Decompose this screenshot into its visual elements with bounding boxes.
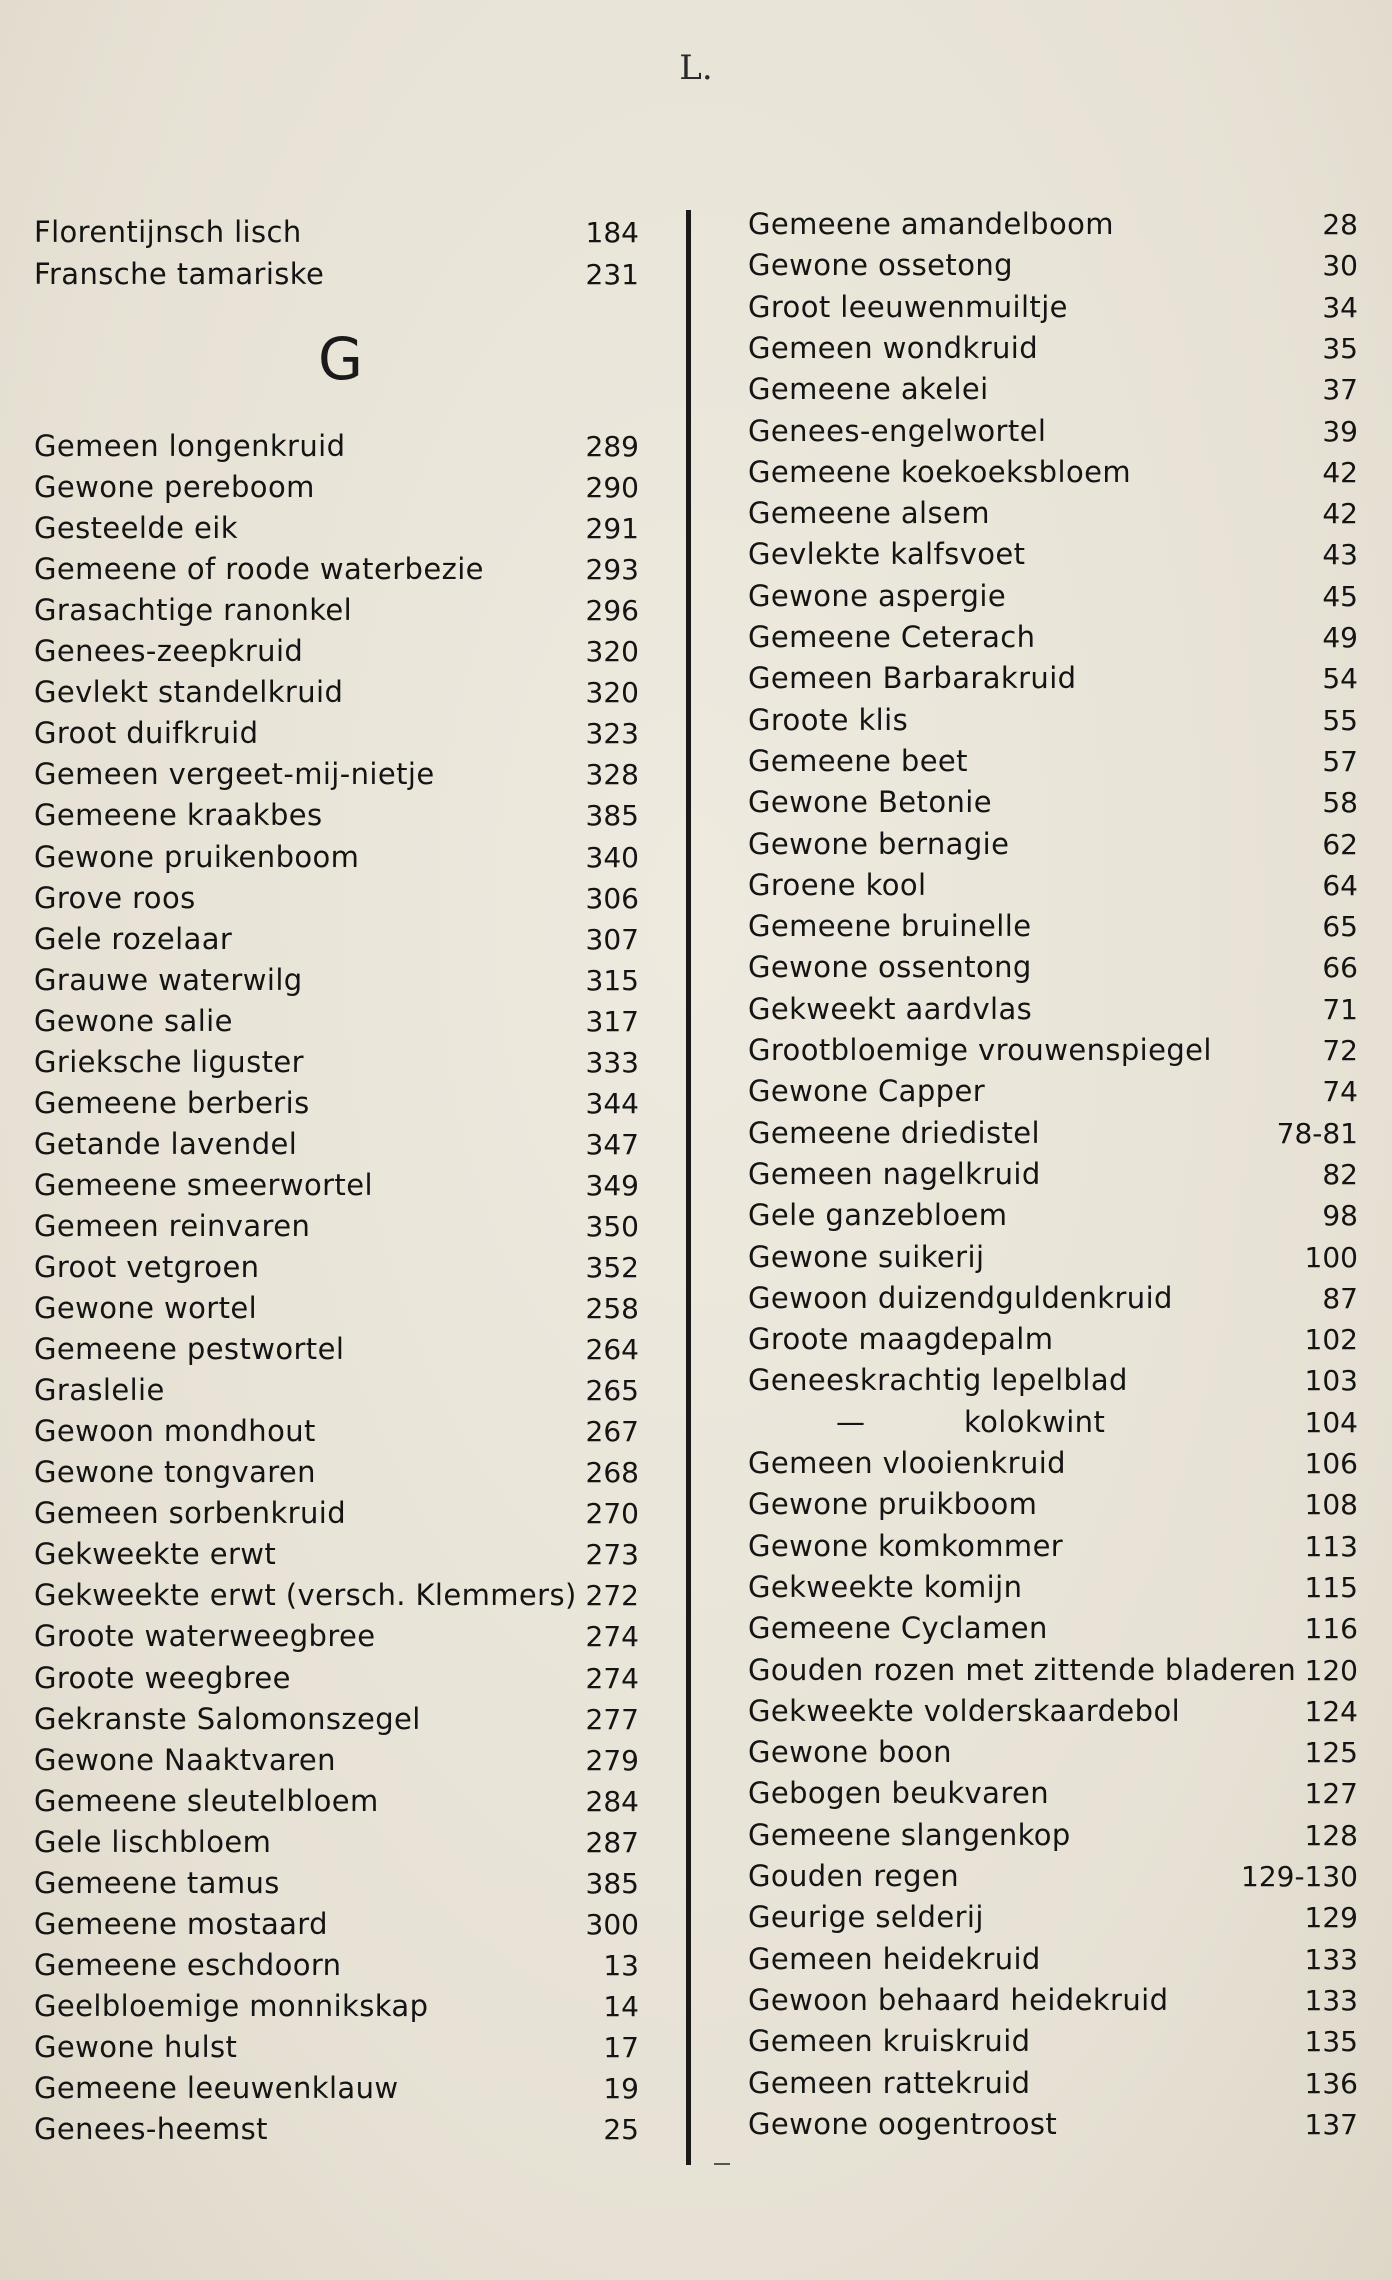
- entry-page-number: 328: [585, 758, 639, 792]
- entry-name: Gewone komkommer: [748, 1528, 1064, 1563]
- index-entry: [34, 2027, 639, 2067]
- entry-name: Gemeene pestwortel: [34, 1332, 345, 1367]
- entry-page-number: 87: [1322, 1281, 1358, 1315]
- index-entry: [34, 1658, 639, 1698]
- index-entry: [34, 754, 639, 794]
- entry-name: Gouden rozen met zittende bladeren: [748, 1652, 1297, 1687]
- entry-name: Geelbloemige monnikskap: [34, 1988, 429, 2023]
- entry-name: Gemeen longenkruid: [34, 429, 346, 463]
- index-entry: [748, 1650, 1358, 1690]
- index-entry: [34, 426, 639, 466]
- entry-name: Gemeene mostaard: [34, 1906, 328, 1941]
- entry-page-number: 102: [1304, 1323, 1358, 1357]
- index-entry: [748, 1113, 1358, 1153]
- entry-page-number: 82: [1322, 1157, 1358, 1191]
- index-entry: [34, 1452, 639, 1492]
- entry-page-number: 323: [585, 717, 639, 751]
- entry-name: Gekweekt aardvlas: [748, 991, 1033, 1026]
- entry-name: Gewone hulst: [34, 2029, 238, 2064]
- entry-name: Gewone bernagie: [748, 826, 1010, 861]
- entry-name: Florentijnsch lisch: [34, 215, 302, 249]
- entry-name: Gemeen Barbarakruid: [748, 661, 1077, 696]
- entry-name: Gemeene beet: [748, 743, 968, 778]
- entry-page-number: 293: [585, 553, 639, 587]
- index-entry: [748, 700, 1358, 740]
- entry-page-number: 108: [1304, 1488, 1358, 1522]
- entry-name: Gemeene tamus: [34, 1865, 280, 1900]
- entry-name: Gevlekte kalfsvoet: [748, 537, 1026, 572]
- entry-page-number: 65: [1322, 910, 1358, 944]
- entry-name: Gele lischbloem: [34, 1824, 272, 1859]
- entry-page-number: 265: [585, 1374, 639, 1408]
- entry-page-number: 55: [1322, 703, 1358, 737]
- entry-name: Groote klis: [748, 702, 909, 737]
- entry-name: Gele ganzebloem: [748, 1198, 1008, 1233]
- entry-page-number: 113: [1304, 1529, 1358, 1563]
- index-entry: [34, 919, 639, 959]
- entry-page-number: 350: [585, 1209, 639, 1243]
- index-entry: [34, 254, 639, 294]
- entry-page-number: 64: [1322, 868, 1358, 902]
- entry-name: Grauwe waterwilg: [34, 962, 303, 997]
- column-divider: [686, 210, 691, 2165]
- index-entry: [748, 369, 1358, 409]
- entry-name: Gekweekte erwt (versch. Klemmers): [34, 1578, 577, 1613]
- index-entry: [34, 837, 639, 877]
- index-entry: [34, 1822, 639, 1862]
- index-entry: [748, 1691, 1358, 1731]
- entry-page-number: 120: [1304, 1653, 1358, 1687]
- entry-page-number: 19: [603, 2072, 639, 2105]
- entry-page-number: 231: [585, 257, 639, 291]
- entry-page-number: 37: [1322, 373, 1358, 407]
- entry-name: Gevlekt standelkruid: [34, 675, 344, 710]
- entry-name: Gemeene sleutelbloem: [34, 1783, 379, 1818]
- index-entry: [34, 1370, 639, 1410]
- index-entry: [34, 1616, 639, 1656]
- entry-page-number: 385: [585, 799, 639, 833]
- entry-name: Gewone suikerij: [748, 1239, 985, 1274]
- entry-page-number: 71: [1322, 992, 1358, 1026]
- index-entry: [748, 2063, 1358, 2103]
- entry-page-number: 279: [585, 1743, 639, 1777]
- entry-page-number: 289: [585, 430, 639, 463]
- entry-name: Gewoon mondhout: [34, 1414, 316, 1449]
- index-entry: [34, 1247, 639, 1287]
- index-entry: [748, 1030, 1358, 1070]
- index-entry: [34, 549, 639, 589]
- index-entry: [748, 1773, 1358, 1813]
- entry-name: Grasachtige ranonkel: [34, 593, 353, 628]
- entry-name: Grootbloemige vrouwenspiegel: [748, 1033, 1212, 1067]
- index-entry: [34, 631, 639, 671]
- entry-name: Gewoon behaard heidekruid: [748, 1982, 1169, 2017]
- entry-page-number: 135: [1304, 2025, 1358, 2059]
- index-entry: [748, 1360, 1358, 1400]
- entry-name: Gemeene Cyclamen: [748, 1611, 1048, 1646]
- index-entry: [34, 467, 639, 507]
- index-entry: [748, 1319, 1358, 1359]
- entry-name: Gekweekte komijn: [748, 1569, 1023, 1604]
- entry-page-number: 284: [585, 1784, 639, 1818]
- divider-tick-mark: [714, 2163, 730, 2165]
- entry-name: Gemeen kruiskruid: [748, 2024, 1031, 2059]
- index-entry: [748, 328, 1358, 368]
- entry-page-number: 115: [1304, 1570, 1358, 1604]
- index-entry: [748, 1608, 1358, 1648]
- ditto-dash: —: [836, 1404, 866, 1439]
- entry-page-number: 270: [585, 1497, 639, 1531]
- index-entry: [748, 452, 1358, 492]
- entry-name: Groot duifkruid: [34, 716, 259, 751]
- entry-page-number: 13: [603, 1948, 639, 1982]
- index-entry: [34, 878, 639, 918]
- entry-name: Gewone Capper: [748, 1074, 986, 1109]
- index-entry: [748, 989, 1358, 1029]
- index-entry: [34, 212, 639, 252]
- index-entry: [34, 1575, 639, 1615]
- entry-page-number: 72: [1322, 1034, 1358, 1067]
- entry-page-number: 57: [1322, 744, 1358, 778]
- entry-name: Groot leeuwenmuiltje: [748, 289, 1068, 324]
- index-entry: [34, 1740, 639, 1780]
- entry-page-number: 307: [585, 922, 639, 956]
- index-entry: [748, 617, 1358, 657]
- index-entry: [34, 1945, 639, 1985]
- entry-page-number: 258: [585, 1292, 639, 1326]
- entry-page-number: 320: [585, 635, 639, 669]
- index-entry: [748, 1237, 1358, 1277]
- entry-page-number: 42: [1322, 455, 1358, 489]
- entry-page-number: 133: [1304, 1983, 1358, 2017]
- entry-page-number: 62: [1322, 827, 1358, 861]
- index-entry: [34, 1863, 639, 1903]
- entry-name: Gemeen sorbenkruid: [34, 1496, 347, 1531]
- index-entry: [748, 947, 1358, 987]
- index-entry: [748, 865, 1358, 905]
- entry-page-number: 290: [585, 471, 639, 505]
- entry-name: Gemeene leeuwenklauw: [34, 2071, 399, 2105]
- entry-name: Gemeene smeerwortel: [34, 1167, 373, 1202]
- index-entry: [748, 1856, 1358, 1896]
- index-entry: [748, 1815, 1358, 1855]
- entry-name: Gewone pruikenboom: [34, 839, 360, 874]
- entry-page-number: 124: [1304, 1694, 1358, 1728]
- entry-name: Gemeene of roode waterbezie: [34, 552, 484, 587]
- index-entry: [34, 1083, 639, 1123]
- entry-name: Graslelie: [34, 1373, 165, 1408]
- entry-name: Gewoon duizendguldenkruid: [748, 1280, 1173, 1315]
- entry-page-number: 184: [585, 216, 639, 249]
- entry-page-number: 125: [1304, 1736, 1358, 1770]
- entry-name: Gemeene Ceterach: [748, 620, 1036, 654]
- entry-page-number: 100: [1304, 1240, 1358, 1274]
- index-entry: [34, 2068, 639, 2108]
- index-entry: [748, 1939, 1358, 1979]
- entry-name: Gesteelde eik: [34, 511, 238, 546]
- section-letter-heading: G: [318, 325, 363, 393]
- entry-page-number: 127: [1304, 1777, 1358, 1811]
- entry-page-number: 78-81: [1276, 1116, 1358, 1150]
- entry-name: Gemeene koekoeksbloem: [748, 454, 1131, 489]
- entry-name: Genees-zeepkruid: [34, 634, 304, 669]
- entry-page-number: 106: [1304, 1447, 1358, 1480]
- index-entry: [34, 1001, 639, 1041]
- index-entry: [748, 1154, 1358, 1194]
- index-entry: [748, 287, 1358, 327]
- index-entry: [34, 960, 639, 1000]
- entry-name: Gemeene kraakbes: [34, 798, 323, 833]
- entry-name: Gemeene berberis: [34, 1085, 310, 1120]
- index-entry: [748, 741, 1358, 781]
- entry-name: Gewone aspergie: [748, 578, 1007, 613]
- entry-page-number: 34: [1322, 290, 1358, 324]
- entry-name: Gekranste Salomonszegel: [34, 1701, 421, 1736]
- entry-name: Gewone salie: [34, 1003, 233, 1038]
- entry-page-number: 74: [1322, 1075, 1358, 1109]
- entry-name: Gemeen wondkruid: [748, 330, 1039, 365]
- entry-name: Groote waterweegbree: [34, 1619, 376, 1654]
- entry-page-number: 129: [1304, 1901, 1358, 1935]
- entry-page-number: 54: [1322, 662, 1358, 696]
- entry-name: Gewone ossentong: [748, 950, 1032, 985]
- entry-name: [748, 1402, 1105, 1442]
- index-entry: [748, 576, 1358, 616]
- entry-page-number: 272: [585, 1579, 639, 1613]
- entry-name: Gemeen reinvaren: [34, 1208, 311, 1243]
- entry-name: Gemeen nagelkruid: [748, 1156, 1041, 1191]
- index-entry: [34, 508, 639, 548]
- entry-page-number: 45: [1322, 579, 1358, 613]
- entry-name: Gebogen beukvaren: [748, 1776, 1049, 1811]
- entry-name: Gewone wortel: [34, 1291, 258, 1326]
- entry-page-number: 274: [585, 1661, 639, 1695]
- index-entry: [34, 1124, 639, 1164]
- entry-page-number: 349: [585, 1168, 639, 1202]
- index-entry: [34, 795, 639, 835]
- index-entry: [34, 1904, 639, 1944]
- index-entry: [34, 1986, 639, 2026]
- entry-page-number: 306: [585, 881, 639, 915]
- index-entry: [34, 1781, 639, 1821]
- index-entry: [748, 411, 1358, 451]
- entry-name: Gemeene bruinelle: [748, 909, 1032, 944]
- entry-page-number: 14: [603, 1989, 639, 2023]
- index-entry: [34, 1206, 639, 1246]
- entry-name: Gewone pereboom: [34, 470, 315, 505]
- entry-page-number: 25: [603, 2113, 639, 2147]
- entry-page-number: 103: [1304, 1364, 1358, 1398]
- index-entry: [748, 1484, 1358, 1524]
- entry-name: Gewone Naaktvaren: [34, 1742, 336, 1777]
- entry-page-number: 320: [585, 676, 639, 710]
- entry-name: Gouden regen: [748, 1859, 960, 1893]
- entry-name: Getande lavendel: [34, 1126, 298, 1161]
- entry-name: Gewone boon: [748, 1735, 952, 1770]
- index-entry: [34, 672, 639, 712]
- entry-page-number: 129-130: [1241, 1860, 1358, 1893]
- entry-name: Gewone Betonie: [748, 785, 992, 820]
- entry-name: Geneeskrachtig lepelblad: [748, 1363, 1128, 1398]
- index-entry: [34, 1165, 639, 1205]
- index-entry: [34, 1042, 639, 1082]
- entry-page-number: 35: [1322, 331, 1358, 365]
- index-entry: [748, 1526, 1358, 1566]
- index-entry: [748, 658, 1358, 698]
- entry-page-number: 43: [1322, 538, 1358, 572]
- entry-name: Groote maagdepalm: [748, 1322, 1054, 1357]
- entry-page-number: 291: [585, 512, 639, 546]
- entry-page-number: 58: [1322, 786, 1358, 820]
- index-entry: [748, 1278, 1358, 1318]
- index-entry: [748, 1402, 1358, 1442]
- entry-name: Gemeene slangenkop: [748, 1817, 1071, 1852]
- entry-name: Gemeen rattekruid: [748, 2065, 1031, 2100]
- entry-name: Geurige selderij: [748, 1900, 984, 1935]
- entry-page-number: 277: [585, 1702, 639, 1736]
- entry-page-number: 104: [1304, 1405, 1358, 1439]
- entry-name: Gele rozelaar: [34, 921, 233, 956]
- entry-name: Gemeen vergeet-mij-nietje: [34, 757, 435, 792]
- index-entry: [748, 1897, 1358, 1937]
- index-entry: [748, 1195, 1358, 1235]
- entry-page-number: 133: [1304, 1942, 1358, 1976]
- index-entry: [748, 204, 1358, 244]
- entry-page-number: 300: [585, 1907, 639, 1941]
- entry-page-number: 28: [1322, 208, 1358, 241]
- entry-name: Gewone oogentroost: [748, 2106, 1058, 2141]
- entry-page-number: 317: [585, 1004, 639, 1038]
- entry-page-number: 30: [1322, 249, 1358, 283]
- entry-page-number: 98: [1322, 1199, 1358, 1233]
- entry-name: Grove roos: [34, 880, 196, 915]
- entry-page-number: 273: [585, 1538, 639, 1572]
- index-entry: [748, 824, 1358, 864]
- entry-page-number: 137: [1304, 2107, 1358, 2141]
- entry-page-number: 128: [1304, 1818, 1358, 1852]
- entry-name: Gemeene eschdoorn: [34, 1947, 342, 1982]
- entry-name: Gemeene akelei: [748, 372, 989, 407]
- entry-page-number: 352: [585, 1251, 639, 1284]
- index-entry: [748, 1732, 1358, 1772]
- index-entry: [34, 1288, 639, 1328]
- entry-name: Gemeene alsem: [748, 496, 990, 531]
- entry-name: Groot vetgroen: [34, 1250, 260, 1284]
- entry-page-number: 39: [1322, 414, 1358, 448]
- entry-page-number: 66: [1322, 951, 1358, 985]
- entry-page-number: 42: [1322, 497, 1358, 531]
- entry-name: Gemeen vlooienkruid: [748, 1446, 1066, 1480]
- entry-name: Gewone ossetong: [748, 248, 1013, 283]
- entry-name-text: kolokwint: [964, 1404, 1106, 1439]
- entry-page-number: 17: [603, 2030, 639, 2064]
- entry-name: Groene kool: [748, 867, 927, 902]
- entry-name: Grieksche liguster: [34, 1044, 304, 1079]
- entry-page-number: 344: [585, 1086, 639, 1120]
- entry-name: Genees-heemst: [34, 2112, 268, 2147]
- index-entry: [748, 534, 1358, 574]
- index-entry: [748, 906, 1358, 946]
- entry-page-number: 49: [1322, 621, 1358, 654]
- entry-name: Gemeen heidekruid: [748, 1941, 1041, 1976]
- entry-page-number: 315: [585, 963, 639, 997]
- entry-page-number: 116: [1304, 1612, 1358, 1646]
- entry-name: Fransche tamariske: [34, 256, 325, 291]
- index-entry: [748, 2104, 1358, 2144]
- index-entry: [748, 1443, 1358, 1483]
- entry-page-number: 268: [585, 1456, 639, 1490]
- entry-page-number: 267: [585, 1415, 639, 1449]
- entry-page-number: 340: [585, 840, 639, 874]
- entry-page-number: 385: [585, 1866, 639, 1900]
- entry-name: Gewone pruikboom: [748, 1487, 1038, 1522]
- entry-page-number: 287: [585, 1825, 639, 1859]
- index-entry: [748, 782, 1358, 822]
- index-entry: [34, 2109, 639, 2149]
- entry-page-number: 333: [585, 1045, 639, 1079]
- entry-name: Gekweekte erwt: [34, 1537, 277, 1572]
- index-entry: [748, 493, 1358, 533]
- index-entry: [748, 2021, 1358, 2061]
- index-entry: [34, 1493, 639, 1533]
- index-entry: [34, 590, 639, 630]
- page-header-letter: L.: [679, 48, 713, 88]
- entry-name: Genees-engelwortel: [748, 413, 1047, 448]
- index-entry: [748, 1071, 1358, 1111]
- index-entry: [34, 713, 639, 753]
- entry-name: Gemeene driedistel: [748, 1115, 1040, 1150]
- entry-name: Groote weegbree: [34, 1660, 291, 1695]
- entry-name: Gemeene amandelboom: [748, 207, 1114, 241]
- index-entry: [34, 1699, 639, 1739]
- index-entry: [34, 1411, 639, 1451]
- entry-name: Gekweekte volderskaardebol: [748, 1693, 1181, 1728]
- entry-page-number: 347: [585, 1127, 639, 1161]
- entry-page-number: 136: [1304, 2066, 1358, 2100]
- entry-page-number: 296: [585, 594, 639, 628]
- index-entry: [34, 1534, 639, 1574]
- index-entry: [748, 1567, 1358, 1607]
- index-entry: [748, 245, 1358, 285]
- entry-page-number: 264: [585, 1333, 639, 1367]
- entry-name: Gewone tongvaren: [34, 1455, 316, 1490]
- index-entry: [34, 1329, 639, 1369]
- index-entry: [748, 1980, 1358, 2020]
- entry-page-number: 274: [585, 1620, 639, 1654]
